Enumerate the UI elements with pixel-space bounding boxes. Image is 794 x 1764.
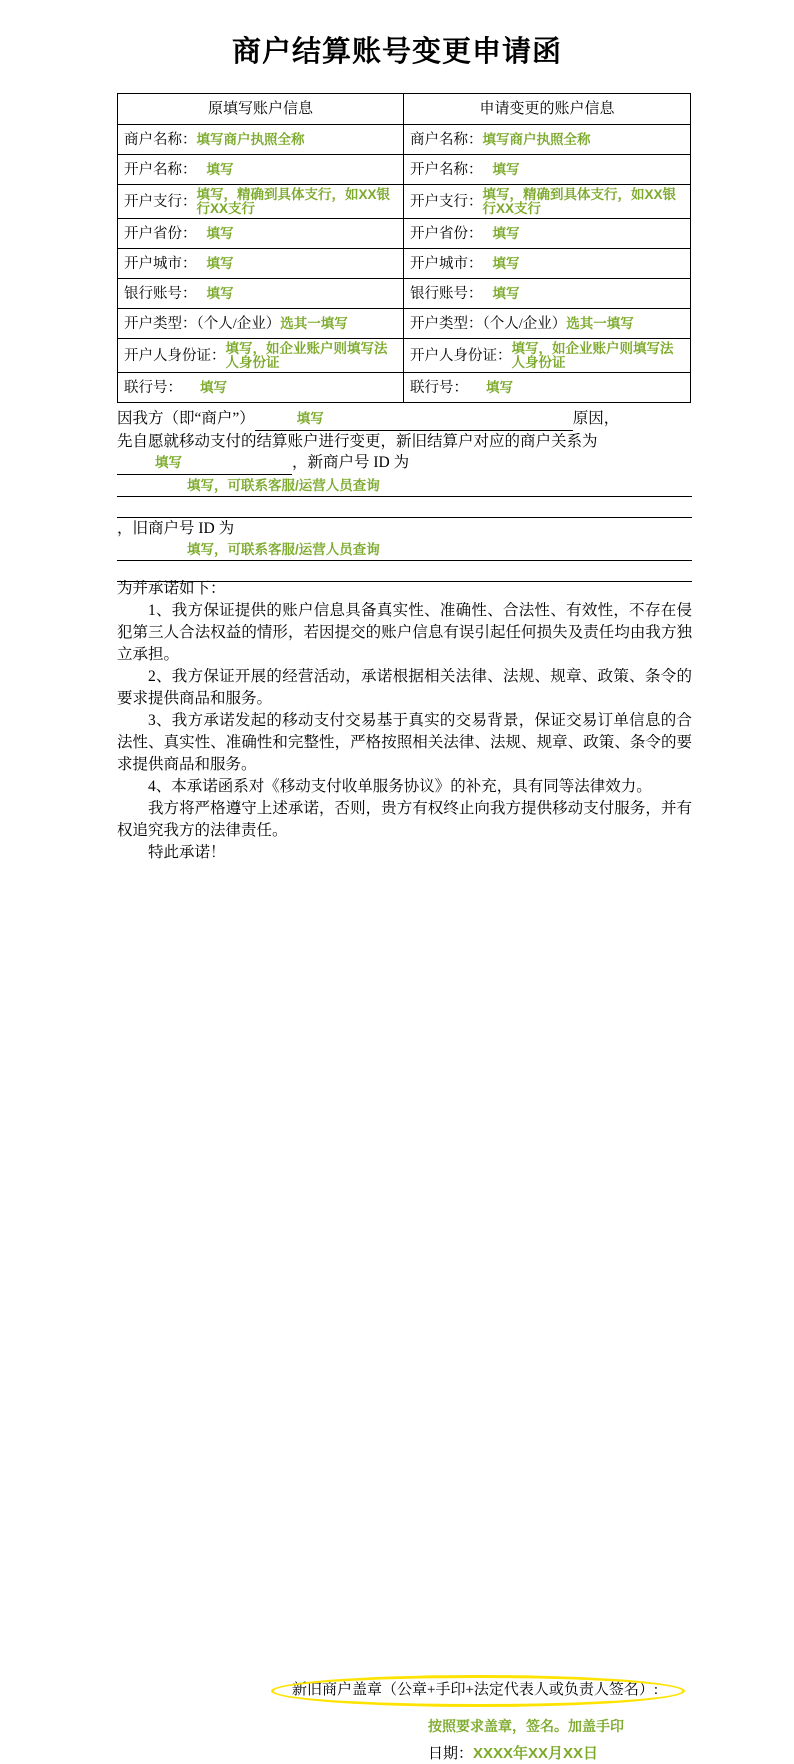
table-header-cell-0: 原填写账户信息: [118, 94, 404, 125]
field-label: 开户城市：: [410, 255, 483, 272]
field-value-placeholder[interactable]: 选其一填写: [566, 315, 634, 331]
field-label: 开户支行：: [124, 193, 197, 210]
stamp-note-text: 按照要求盖章，签名。加盖手印: [428, 1718, 624, 1734]
field-value-placeholder[interactable]: 填写商户执照全称: [196, 131, 305, 147]
cell-content: [124, 342, 397, 369]
table-cell: [404, 309, 691, 339]
table-cell: [404, 125, 691, 155]
statement-fill-1: 填写: [296, 411, 324, 426]
table-cell: [404, 155, 691, 185]
table-row: [118, 185, 691, 219]
field-value-placeholder[interactable]: 填写，精确到具体支行，如XX银行XX支行: [196, 187, 391, 216]
cell-content: [124, 162, 397, 178]
cell-content: [410, 256, 684, 272]
account-info-table: [117, 93, 691, 403]
statement-blank-2[interactable]: [117, 452, 292, 475]
commitment-item: 2、我方保证开展的经营活动，承诺根据相关法律、法规、规章、政策、条令的要求提供商品和服务。: [117, 668, 692, 707]
field-value-placeholder[interactable]: 填写: [206, 161, 234, 177]
statement-blank-3[interactable]: [117, 475, 692, 497]
commitments-closing-2: 特此承诺！: [148, 844, 226, 861]
commitments-heading: 为并承诺如下：: [117, 580, 226, 597]
cell-content: [410, 342, 684, 369]
cell-content: [410, 316, 684, 332]
stamp-instruction-label: 新旧商户盖章（公章+手印+法定代表人或负责人签名）:: [292, 1682, 659, 1698]
cell-content: [124, 380, 397, 396]
statement-blank-1[interactable]: [255, 408, 573, 431]
field-label: 开户名称：: [410, 161, 483, 178]
field-label: 开户名称：: [124, 161, 197, 178]
field-label: 开户城市：: [124, 255, 197, 272]
table-cell: [118, 309, 404, 339]
commitments-closing-1: 我方将严格遵守上述承诺，否则，贵方有权终止向我方提供移动支付服务，并有权追究我方的法律责任。: [117, 800, 692, 839]
statement-line-3: [117, 452, 692, 475]
field-value-placeholder[interactable]: 填写: [206, 285, 234, 301]
field-value-placeholder[interactable]: 填写，如企业账户则填写法人身份证: [511, 341, 674, 370]
field-value-placeholder[interactable]: 填写，如企业账户则填写法人身份证: [225, 341, 388, 370]
table-row: [118, 249, 691, 279]
field-label: 开户支行：: [410, 193, 483, 210]
field-label: 开户省份：: [410, 225, 483, 242]
table-row: [118, 309, 691, 339]
table-cell: [404, 185, 691, 219]
cell-content: [124, 256, 397, 272]
field-label: 银行账号：: [410, 285, 483, 302]
page-title: 商户结算账号变更申请函: [231, 36, 562, 68]
cell-content: [124, 316, 397, 332]
commitment-item: 1、我方保证提供的账户信息具备真实性、准确性、合法性、有效性，不存在侵犯第三人合法权益的情形，若因提交的账户信息有误引起任何损失及责任均由我方独立承担。: [117, 602, 692, 663]
table-cell: [118, 339, 404, 373]
cell-content: [410, 226, 684, 242]
statement-suffix: 原因，: [572, 410, 620, 427]
table-cell: [404, 219, 691, 249]
date-value: XXXX年XX月XX日: [473, 1745, 599, 1762]
statement-new-id-label: ，新商户号 ID 为: [292, 454, 410, 471]
cell-content: [124, 132, 397, 148]
field-label: 商户名称：: [124, 131, 197, 148]
field-value-placeholder[interactable]: 填写: [492, 225, 520, 241]
table-cell: [118, 373, 404, 403]
table-header-cell-1: 申请变更的账户信息: [404, 94, 691, 125]
statement-fill-4: 填写，可联系客服/运营人员查询: [187, 542, 380, 557]
table-row: [118, 155, 691, 185]
cell-content: [124, 286, 397, 302]
statement-fill-3: 填写，可联系客服/运营人员查询: [187, 477, 380, 493]
statement-block: [117, 408, 692, 582]
signature-area: [0, 836, 794, 1762]
table-row: [118, 279, 691, 309]
field-value-placeholder[interactable]: 填写: [492, 285, 520, 301]
field-label: 银行账号：: [124, 285, 197, 302]
table-header-row: [118, 94, 691, 125]
table-cell: [118, 185, 404, 219]
table-cell: [118, 155, 404, 185]
cell-content: [410, 380, 684, 396]
field-label: 联行号：: [124, 379, 182, 396]
table-row: [118, 373, 691, 403]
field-value-placeholder[interactable]: 填写: [206, 255, 234, 271]
cell-content: [124, 226, 397, 242]
cell-content: [410, 132, 684, 148]
statement-line-5: ，旧商户号 ID 为: [117, 519, 235, 537]
table-cell: [118, 279, 404, 309]
table-cell: [118, 219, 404, 249]
table-cell: [118, 125, 404, 155]
field-value-placeholder[interactable]: 填写: [206, 225, 234, 241]
field-label: 商户名称：: [410, 131, 483, 148]
date-line: [428, 1744, 598, 1764]
commitment-item: 4、本承诺函系对《移动支付收单服务协议》的补充，具有同等法律效力。: [148, 778, 652, 795]
statement-blank-4[interactable]: [117, 497, 692, 518]
field-label: 开户人身份证：: [124, 347, 226, 364]
commitments-block: [117, 578, 692, 864]
cell-content: [410, 162, 684, 178]
date-label: 日期：: [428, 1746, 474, 1762]
cell-content: [410, 188, 684, 215]
table-row: [118, 125, 691, 155]
table-row: [118, 219, 691, 249]
field-label: 开户类型：（个人/企业）: [410, 315, 567, 332]
table-cell: [404, 373, 691, 403]
field-label: 开户类型：（个人/企业）: [124, 315, 281, 332]
cell-content: [410, 286, 684, 302]
statement-line-1: [117, 408, 692, 431]
field-value-placeholder[interactable]: 选其一填写: [280, 315, 348, 331]
statement-line-2: 先自愿就移动支付的结算账户进行变更，新旧结算户对应的商户关系为: [117, 432, 598, 450]
field-value-placeholder[interactable]: 填写: [492, 255, 520, 271]
field-value-placeholder[interactable]: 填写，精确到具体支行，如XX银行XX支行: [482, 187, 677, 216]
field-value-placeholder[interactable]: 填写: [492, 161, 520, 177]
table-cell: [404, 249, 691, 279]
statement-fill-2: 填写: [155, 455, 182, 470]
field-value-placeholder[interactable]: 填写: [486, 379, 513, 395]
commitment-item: 3、我方承诺发起的移动支付交易基于真实的交易背景，保证交易订单信息的合法性、真实性、准确性和完整性，严格按照相关法律、法规、规章、政策、条令的要求提供商品和服务。: [117, 712, 692, 773]
table-cell: [118, 249, 404, 279]
table-row: [118, 339, 691, 373]
statement-prefix: 因我方（即“商户”）: [117, 410, 255, 427]
field-label: 开户省份：: [124, 225, 197, 242]
cell-content: [124, 188, 397, 215]
field-label: 联行号：: [410, 379, 468, 396]
statement-blank-5[interactable]: [117, 539, 692, 561]
field-label: 开户人身份证：: [410, 347, 512, 364]
table-cell: [404, 279, 691, 309]
field-value-placeholder[interactable]: 填写: [200, 379, 227, 395]
field-value-placeholder[interactable]: 填写商户执照全称: [482, 131, 591, 147]
table-cell: [404, 339, 691, 373]
